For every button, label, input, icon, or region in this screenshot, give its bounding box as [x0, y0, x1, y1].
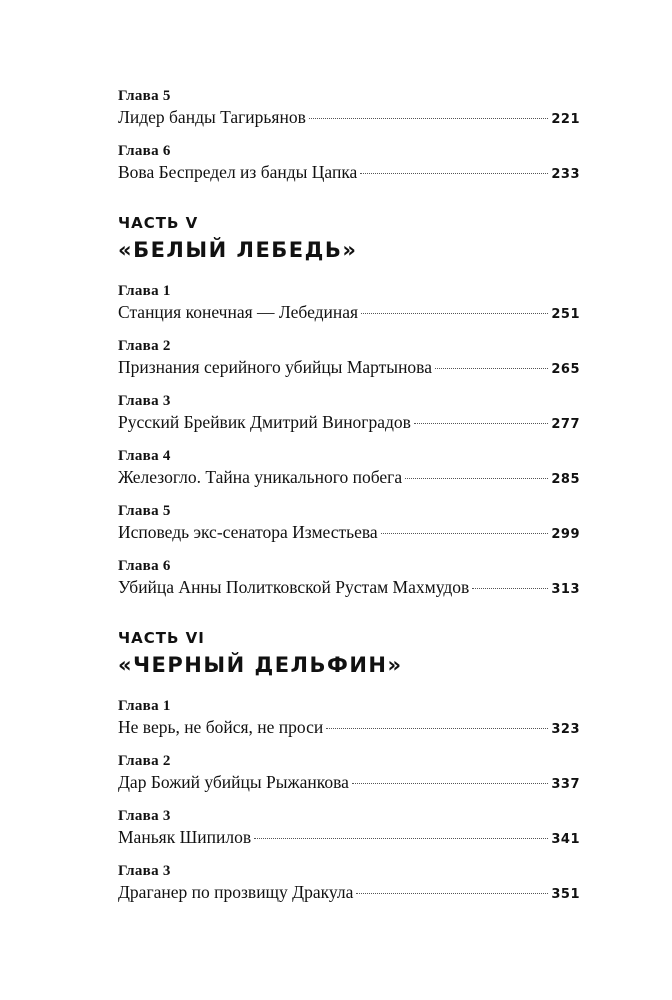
toc-row [118, 355, 580, 382]
dot-leader [360, 173, 548, 174]
dot-leader [326, 728, 548, 729]
chapter-title: Не верь, не бойся, не проси [118, 717, 324, 737]
toc-entry [118, 393, 580, 437]
page-number: 341 [551, 832, 580, 847]
page-number: 285 [551, 472, 580, 487]
chapter-label: Глава 4 [118, 448, 171, 464]
chapter-title: Маньяк Шипилов [118, 827, 252, 847]
dot-leader [405, 478, 548, 479]
chapter-label: Глава 3 [118, 393, 171, 409]
toc-row [118, 520, 580, 547]
toc-entry [118, 558, 580, 602]
chapter-title: Признания серийного убийцы Мартынова [118, 357, 432, 377]
dot-leader [414, 423, 548, 424]
toc-entry [118, 88, 580, 132]
toc-row [118, 300, 580, 327]
page-number: 221 [551, 112, 580, 127]
toc-row [118, 105, 580, 132]
chapter-title: Дар Божий убийцы Рыжанкова [118, 772, 349, 792]
chapter-title: Лидер банды Тагирьянов [118, 107, 306, 127]
part-heading [118, 213, 580, 265]
toc-entry [118, 808, 580, 852]
toc-entry [118, 448, 580, 492]
part-label: ЧАСТЬ VI [118, 629, 205, 647]
chapter-title: Станция конечная — Лебединая [118, 302, 359, 322]
dot-leader [356, 893, 548, 894]
chapter-label: Глава 2 [118, 338, 171, 354]
page-number: 337 [551, 777, 580, 792]
page-number: 351 [551, 887, 580, 902]
chapter-label: Глава 6 [118, 143, 171, 159]
dot-leader [254, 838, 548, 839]
toc-entry [118, 338, 580, 382]
chapter-label: Глава 5 [118, 503, 171, 519]
toc-row [118, 160, 580, 187]
dot-leader [361, 313, 548, 314]
chapter-title: Железогло. Тайна уникального побега [118, 467, 403, 487]
toc-entry [118, 863, 580, 907]
page-number: 277 [551, 417, 580, 432]
toc-entry [118, 143, 580, 187]
chapter-label: Глава 3 [118, 808, 171, 824]
chapter-title: Русский Брейвик Дмитрий Виноградов [118, 412, 411, 432]
toc-row [118, 715, 580, 742]
part-title: «ЧЕРНЫЙ ДЕЛЬФИН» [118, 653, 403, 677]
chapter-title: Драганер по прозвищу Дракула [118, 882, 354, 902]
page-number: 299 [551, 527, 580, 542]
toc-row [118, 410, 580, 437]
toc-entry [118, 283, 580, 327]
dot-leader [435, 368, 548, 369]
toc-row [118, 575, 580, 602]
chapter-label: Глава 3 [118, 863, 171, 879]
page-number: 313 [551, 582, 580, 597]
page-number: 251 [551, 307, 580, 322]
chapter-title: Вова Беспредел из банды Цапка [118, 162, 358, 182]
chapter-label: Глава 1 [118, 698, 171, 714]
part-label: ЧАСТЬ V [118, 214, 199, 232]
chapter-title: Исповедь экс-сенатора Изместьева [118, 522, 378, 542]
chapter-title: Убийца Анны Политковской Рустам Махмудов [118, 577, 470, 597]
toc-entry [118, 698, 580, 742]
part-heading [118, 628, 580, 680]
dot-leader [352, 783, 548, 784]
page-number: 265 [551, 362, 580, 377]
toc-row [118, 770, 580, 797]
toc-row [118, 825, 580, 852]
dot-leader [309, 118, 549, 119]
toc-row [118, 465, 580, 492]
chapter-label: Глава 6 [118, 558, 171, 574]
toc-row [118, 880, 580, 907]
table-of-contents [118, 88, 580, 918]
page-number: 323 [551, 722, 580, 737]
dot-leader [381, 533, 549, 534]
chapter-label: Глава 1 [118, 283, 171, 299]
chapter-label: Глава 2 [118, 753, 171, 769]
toc-entry [118, 503, 580, 547]
toc-entry [118, 753, 580, 797]
chapter-label: Глава 5 [118, 88, 171, 104]
dot-leader [472, 588, 548, 589]
part-title: «БЕЛЫЙ ЛЕБЕДЬ» [118, 238, 358, 262]
page-number: 233 [551, 167, 580, 182]
